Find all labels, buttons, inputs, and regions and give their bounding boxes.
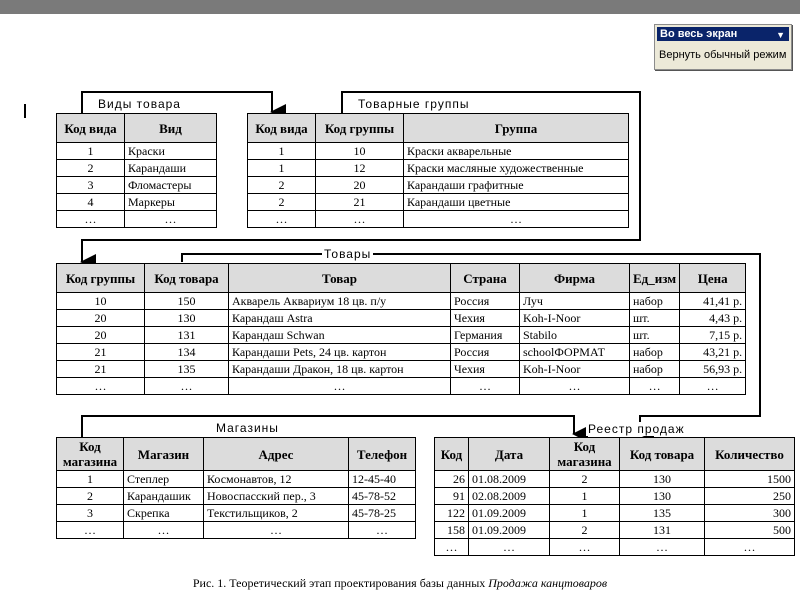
table-cell: 130 <box>620 471 705 488</box>
table-cell: 41,41 р. <box>680 293 746 310</box>
table-cell: 131 <box>145 327 229 344</box>
table-cell: 45-78-52 <box>349 488 416 505</box>
table-cell: … <box>248 211 316 228</box>
table-row <box>57 488 416 505</box>
table-cell: 10 <box>316 143 404 160</box>
table-cell: Карандаши <box>125 160 217 177</box>
table-cell: 4 <box>57 194 125 211</box>
table-cell: Карандаши графитные <box>404 177 629 194</box>
column-header: Телефон <box>349 438 416 471</box>
table-row <box>57 361 746 378</box>
table-row <box>435 505 795 522</box>
table-cell: Текстильщиков, 2 <box>204 505 349 522</box>
table-cell: 1 <box>248 143 316 160</box>
table-cell: 26 <box>435 471 469 488</box>
table-cell: … <box>469 539 550 556</box>
table-cell: Скрепка <box>124 505 204 522</box>
table-row <box>57 471 416 488</box>
column-header: Код вида <box>57 114 125 143</box>
table-cell: 20 <box>316 177 404 194</box>
table-cell: 1 <box>57 471 124 488</box>
table-cell: набор <box>630 361 680 378</box>
table-cell: … <box>349 522 416 539</box>
table-cell: 21 <box>316 194 404 211</box>
table-cell: … <box>630 378 680 395</box>
table-cell: … <box>125 211 217 228</box>
column-header: Адрес <box>204 438 349 471</box>
table-header-row <box>57 114 217 143</box>
figure-caption-title: Продажа канцтоваров <box>488 576 608 590</box>
table-cell: Карандаши Pets, 24 цв. картон <box>229 344 451 361</box>
table-cell: Россия <box>451 344 520 361</box>
table-cell: 1 <box>550 505 620 522</box>
table-cell: 1 <box>550 488 620 505</box>
table-cell: 134 <box>145 344 229 361</box>
table-cell: набор <box>630 344 680 361</box>
table-cell: Новоспасский пер., 3 <box>204 488 349 505</box>
column-header: Вид <box>125 114 217 143</box>
table-cell: 2 <box>550 522 620 539</box>
shops-table <box>56 437 416 539</box>
figure-caption <box>0 576 800 591</box>
table-cell: 01.08.2009 <box>469 471 550 488</box>
table-row <box>57 211 217 228</box>
table-cell: … <box>435 539 469 556</box>
column-header: Код магазина <box>57 438 124 471</box>
table-cell: 130 <box>620 488 705 505</box>
table-row <box>248 177 629 194</box>
table-cell: … <box>316 211 404 228</box>
table-cell: … <box>520 378 630 395</box>
table-cell: 10 <box>57 293 145 310</box>
table-cell: 2 <box>550 471 620 488</box>
column-header: Код товара <box>145 264 229 293</box>
column-header: Дата <box>469 438 550 471</box>
column-header: Группа <box>404 114 629 143</box>
table-cell: шт. <box>630 327 680 344</box>
chevron-down-icon[interactable]: ▼ <box>776 30 785 40</box>
table-cell: Карандашик <box>124 488 204 505</box>
table-cell: 2 <box>248 194 316 211</box>
kinds-label: Виды товара <box>98 97 181 111</box>
table-cell: Карандаш Astra <box>229 310 451 327</box>
table-row <box>248 194 629 211</box>
table-cell: Краски масляные художественные <box>404 160 629 177</box>
table-header-row <box>57 438 416 471</box>
table-row <box>57 194 217 211</box>
table-header-row <box>57 264 746 293</box>
table-cell: 130 <box>145 310 229 327</box>
table-cell: 1 <box>248 160 316 177</box>
table-cell: … <box>145 378 229 395</box>
table-cell: 3 <box>57 177 125 194</box>
registry-label: Реестр продаж <box>588 422 685 436</box>
table-cell: 21 <box>57 344 145 361</box>
table-cell: 122 <box>435 505 469 522</box>
table-cell: Карандаш Schwan <box>229 327 451 344</box>
column-header: Код <box>435 438 469 471</box>
table-cell: 135 <box>620 505 705 522</box>
table-cell: Акварель Аквариум 18 цв. п/у <box>229 293 451 310</box>
registry-table <box>434 437 795 556</box>
figure-caption-text: Рис. 1. Теоретический этап проектирования базы данных <box>192 576 489 590</box>
groups-label: Товарные группы <box>358 97 470 111</box>
table-cell: schoolФОРМАТ <box>520 344 630 361</box>
table-cell: 150 <box>145 293 229 310</box>
column-header: Код магазина <box>550 438 620 471</box>
table-row <box>57 505 416 522</box>
goods-table <box>56 263 746 395</box>
table-cell: Stabilo <box>520 327 630 344</box>
table-cell: … <box>550 539 620 556</box>
fullscreen-toolbar-title-label: Во весь экран <box>660 28 738 40</box>
table-cell: 1500 <box>705 471 795 488</box>
goods-label: Товары <box>324 247 372 261</box>
table-cell: 2 <box>57 488 124 505</box>
table-cell: 158 <box>435 522 469 539</box>
table-cell: 12-45-40 <box>349 471 416 488</box>
kinds-table <box>56 113 217 228</box>
table-cell: Чехия <box>451 361 520 378</box>
column-header: Код товара <box>620 438 705 471</box>
link-shops-registry <box>82 416 574 437</box>
table-cell: … <box>124 522 204 539</box>
table-cell: Космонавтов, 12 <box>204 471 349 488</box>
column-header: Код вида <box>248 114 316 143</box>
table-cell: 3 <box>57 505 124 522</box>
table-cell: … <box>620 539 705 556</box>
table-cell: Чехия <box>451 310 520 327</box>
table-row <box>57 177 217 194</box>
table-cell: 250 <box>705 488 795 505</box>
shops-label: Магазины <box>216 421 279 435</box>
table-cell: Россия <box>451 293 520 310</box>
column-header: Страна <box>451 264 520 293</box>
table-cell: … <box>57 211 125 228</box>
column-header: Цена <box>680 264 746 293</box>
table-row <box>435 488 795 505</box>
table-cell: 300 <box>705 505 795 522</box>
table-cell: 43,21 р. <box>680 344 746 361</box>
table-cell: 135 <box>145 361 229 378</box>
table-cell: … <box>680 378 746 395</box>
table-cell: … <box>451 378 520 395</box>
table-cell: 2 <box>57 160 125 177</box>
table-cell: … <box>57 378 145 395</box>
table-cell: шт. <box>630 310 680 327</box>
table-row <box>57 344 746 361</box>
table-cell: Степлер <box>124 471 204 488</box>
table-header-row <box>435 438 795 471</box>
table-row <box>248 143 629 160</box>
table-cell: Германия <box>451 327 520 344</box>
table-row <box>57 293 746 310</box>
column-header: Товар <box>229 264 451 293</box>
table-cell: 7,15 р. <box>680 327 746 344</box>
table-row <box>57 160 217 177</box>
table-cell: Карандаши цветные <box>404 194 629 211</box>
table-cell: 56,93 р. <box>680 361 746 378</box>
table-cell: 45-78-25 <box>349 505 416 522</box>
table-row <box>248 211 629 228</box>
table-cell: Koh-I-Noor <box>520 310 630 327</box>
table-cell: набор <box>630 293 680 310</box>
column-header: Фирма <box>520 264 630 293</box>
table-row <box>57 378 746 395</box>
column-header: Магазин <box>124 438 204 471</box>
table-cell: 1 <box>57 143 125 160</box>
table-cell: Краски <box>125 143 217 160</box>
groups-table <box>247 113 629 228</box>
column-header: Код группы <box>316 114 404 143</box>
table-cell: Карандаши Дракон, 18 цв. картон <box>229 361 451 378</box>
table-cell: 12 <box>316 160 404 177</box>
table-cell: Краски акварельные <box>404 143 629 160</box>
column-header: Код группы <box>57 264 145 293</box>
table-header-row <box>248 114 629 143</box>
table-row <box>248 160 629 177</box>
table-cell: 4,43 р. <box>680 310 746 327</box>
table-cell: … <box>404 211 629 228</box>
table-cell: 20 <box>57 327 145 344</box>
table-cell: 2 <box>248 177 316 194</box>
table-row <box>57 522 416 539</box>
restore-normal-view-button[interactable]: Вернуть обычный режим <box>659 49 787 61</box>
table-cell: 91 <box>435 488 469 505</box>
table-cell: Маркеры <box>125 194 217 211</box>
table-cell: … <box>229 378 451 395</box>
table-cell: … <box>57 522 124 539</box>
table-cell: 21 <box>57 361 145 378</box>
table-row <box>57 327 746 344</box>
table-cell: … <box>705 539 795 556</box>
table-row <box>57 310 746 327</box>
table-row <box>57 143 217 160</box>
table-cell: 01.09.2009 <box>469 505 550 522</box>
column-header: Ед_изм <box>630 264 680 293</box>
table-row <box>435 471 795 488</box>
table-cell: Луч <box>520 293 630 310</box>
table-cell: Koh-I-Noor <box>520 361 630 378</box>
table-cell: 01.09.2009 <box>469 522 550 539</box>
table-row <box>435 539 795 556</box>
table-row <box>435 522 795 539</box>
table-cell: Фломастеры <box>125 177 217 194</box>
table-cell: 500 <box>705 522 795 539</box>
table-cell: 02.08.2009 <box>469 488 550 505</box>
table-cell: … <box>204 522 349 539</box>
table-cell: 20 <box>57 310 145 327</box>
column-header: Количество <box>705 438 795 471</box>
table-cell: 131 <box>620 522 705 539</box>
